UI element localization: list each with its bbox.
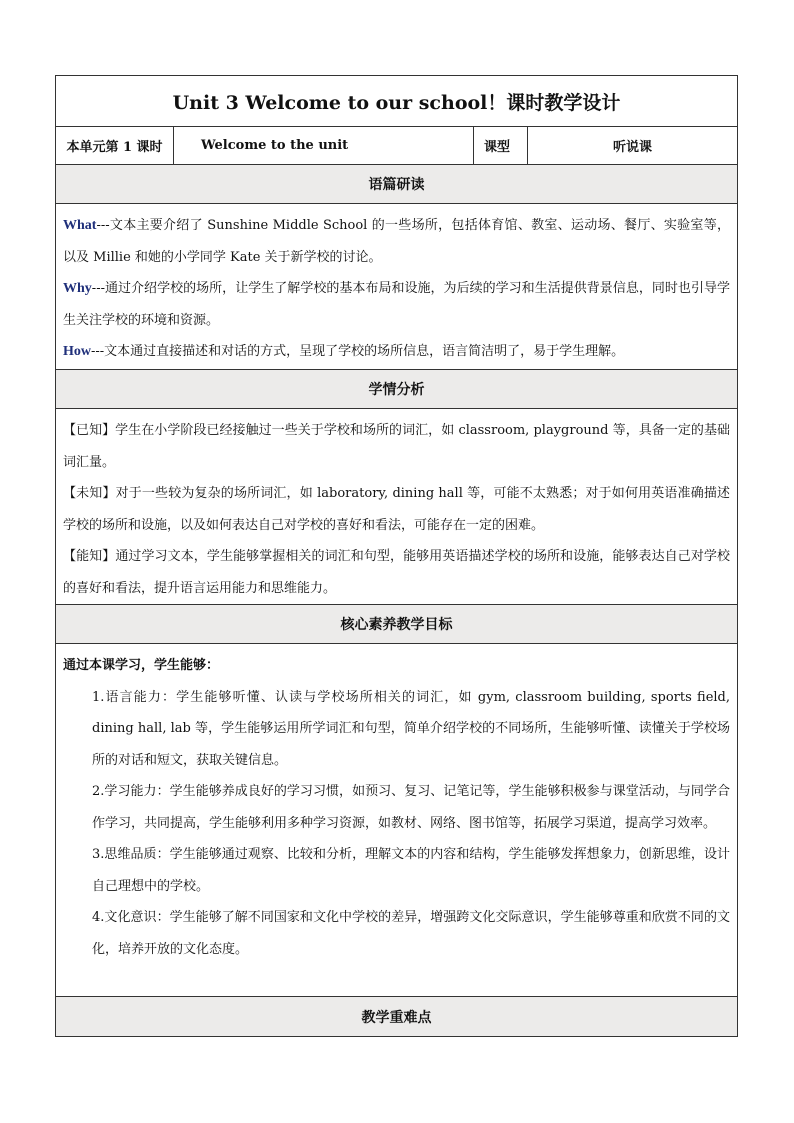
why-paragraph — [63, 273, 730, 336]
how-text: ---文本通过直接描述和对话的方式，呈现了学校的场所信息，语言简洁明了，易于学生理解。 — [91, 344, 625, 359]
objective-item: 4.文化意识：学生能够了解不同国家和文化中学校的差异，增强跨文化交际意识，学生能够尊重和欣赏不同的文化，培养开放的文化态度。 — [92, 910, 730, 957]
lesson-info-row — [56, 127, 737, 165]
known-paragraph: 【已知】学生在小学阶段已经接触过一些关于学校和场所的词汇，如 classroom, playground 等，具备一定的基础词汇量。 — [63, 423, 730, 470]
objective-item: 3.思维品质：学生能够通过观察、比较和分析，理解文本的内容和结构，学生能够发挥想象力，创新思维，设计自己理想中的学校。 — [92, 847, 730, 894]
section-heading-text-study: 语篇研读 — [56, 165, 737, 204]
section-heading-objectives: 核心素养教学目标 — [56, 605, 737, 644]
lesson-title: Welcome to the unit — [174, 127, 474, 164]
how-paragraph — [63, 336, 730, 368]
document-title: Unit 3 Welcome to our school！课时教学设计 — [56, 76, 737, 127]
objectives-intro: 通过本课学习，学生能够： — [63, 658, 220, 673]
objective-item: 2.学习能力：学生能够养成良好的学习习惯，如预习、复习、记笔记等，学生能够积极参与课堂活动，与同学合作学习，共同提高，学生能够利用多种学习资源，如教材、网络、图书馆等，拓展学习渠道，提高学习效率。 — [92, 784, 730, 831]
section-heading-learner-analysis: 学情分析 — [56, 370, 737, 409]
what-paragraph — [63, 210, 730, 273]
why-text: ---通过介绍学校的场所，让学生了解学校的基本布局和设施，为后续的学习和生活提供背景信息，同时也引导学生关注学校的环境和资源。 — [63, 281, 730, 328]
lesson-plan-table — [55, 75, 738, 1037]
lesson-type-value: 听说课 — [612, 140, 652, 155]
what-label: What — [63, 218, 97, 233]
lesson-number: 本单元第 1 课时 — [56, 127, 174, 164]
text-study-content — [56, 204, 737, 370]
objectives-content — [56, 644, 737, 997]
how-label: How — [63, 344, 91, 359]
learner-analysis-content — [56, 409, 737, 605]
what-text: ---文本主要介绍了 Sunshine Middle School 的一些场所，包括体育馆、教室、运动场、餐厅、实验室等，以及 Millie 和她的小学同学 Kate 关于新学校的讨论。 — [63, 218, 730, 265]
lesson-type-label: 课型 — [474, 127, 528, 164]
unknown-paragraph: 【未知】对于一些较为复杂的场所词汇，如 laboratory, dining hall 等，可能不太熟悉；对于如何用英语准确描述学校的场所和设施，以及如何表达自己对学校的喜好和看法，可能存在一定的困难。 — [63, 486, 730, 533]
can-know-paragraph: 【能知】通过学习文本，学生能够掌握相关的词汇和句型，能够用英语描述学校的场所和设施，能够表达自己对学校的喜好和看法，提升语言运用能力和思维能力。 — [63, 549, 730, 596]
objective-item: 1.语言能力：学生能够听懂、认读与学校场所相关的词汇，如 gym, classroom building, sports field, dining hall, lab 等，学生能够运用所学词汇和句型，简单介绍学校的不同场所，生能够听懂、读懂关于学校场所的对话和短文，获取关键信息。 — [92, 689, 730, 768]
section-heading-key-points: 教学重难点 — [56, 997, 737, 1036]
why-label: Why — [63, 281, 92, 296]
